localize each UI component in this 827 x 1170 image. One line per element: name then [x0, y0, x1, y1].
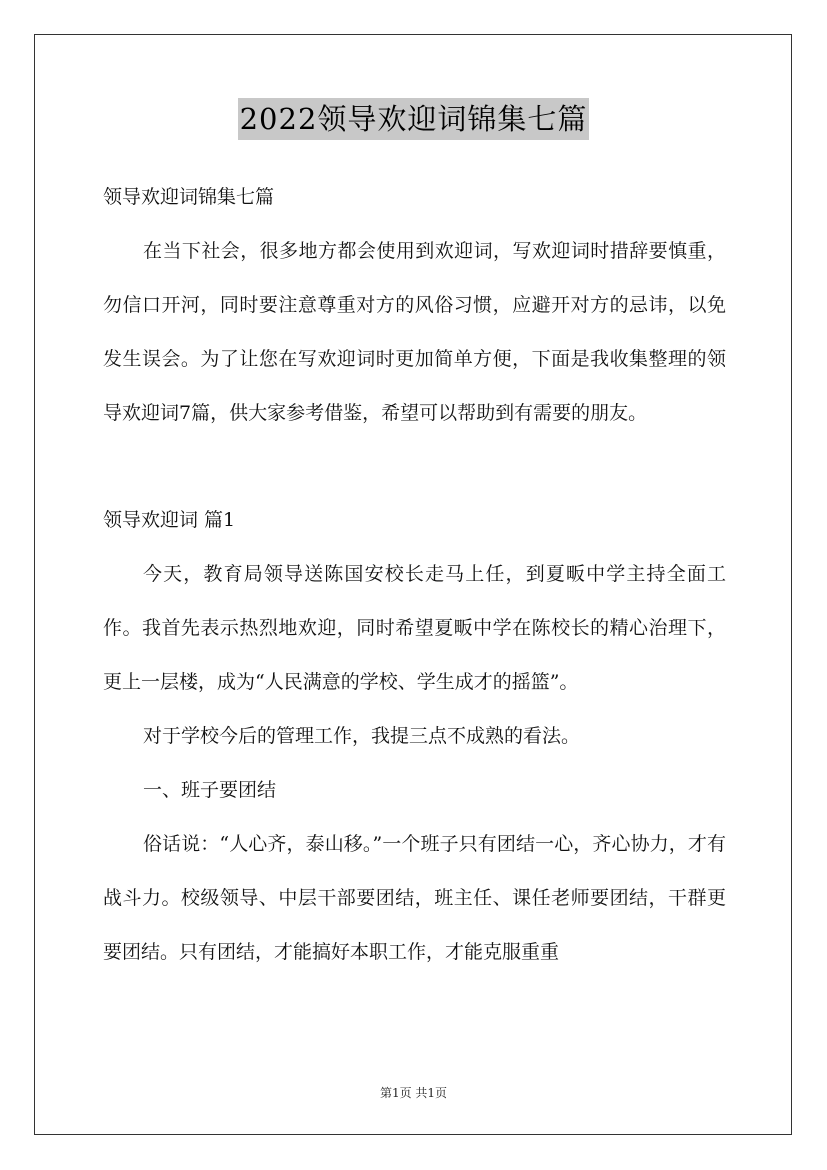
body-paragraph: 今天，教育局领导送陈国安校长走马上任，到夏畈中学主持全面工作。我首先表示热烈地欢迎，同时希望夏畈中学在陈校长的精心治理下，更上一层楼，成为“人民满意的学校、学生成才的摇篮”。 [103, 563, 726, 693]
subheading-paragraph: 一、班子要团结 [143, 779, 277, 801]
document-body [103, 170, 726, 979]
page-footer: 第1页 共1页 [379, 1086, 448, 1100]
section-heading: 领导欢迎词 篇1 [103, 509, 236, 531]
body-paragraph: 对于学校今后的管理工作，我提三点不成熟的看法。 [143, 725, 581, 747]
subtitle-paragraph: 领导欢迎词锦集七篇 [103, 186, 275, 208]
body-paragraph: 俗话说：“人心齐，泰山移。”一个班子只有团结一心，齐心协力，才有战斗力。校级领导、中层干部要团结，班主任、课任老师要团结，干群更要团结。只有团结，才能搞好本职工作，才能克服重重 [103, 833, 726, 963]
title-container [0, 98, 827, 140]
intro-paragraph: 在当下社会，很多地方都会使用到欢迎词，写欢迎词时措辞要慎重，勿信口开河，同时要注意尊重对方的风俗习惯，应避开对方的忌讳，以免发生误会。为了让您在写欢迎词时更加简单方便，下面是我收集整理的领导欢迎词7篇，供大家参考借鉴，希望可以帮助到有需要的朋友。 [103, 240, 726, 424]
paragraph-spacer [103, 440, 726, 493]
document-title: 2022领导欢迎词锦集七篇 [238, 98, 590, 140]
